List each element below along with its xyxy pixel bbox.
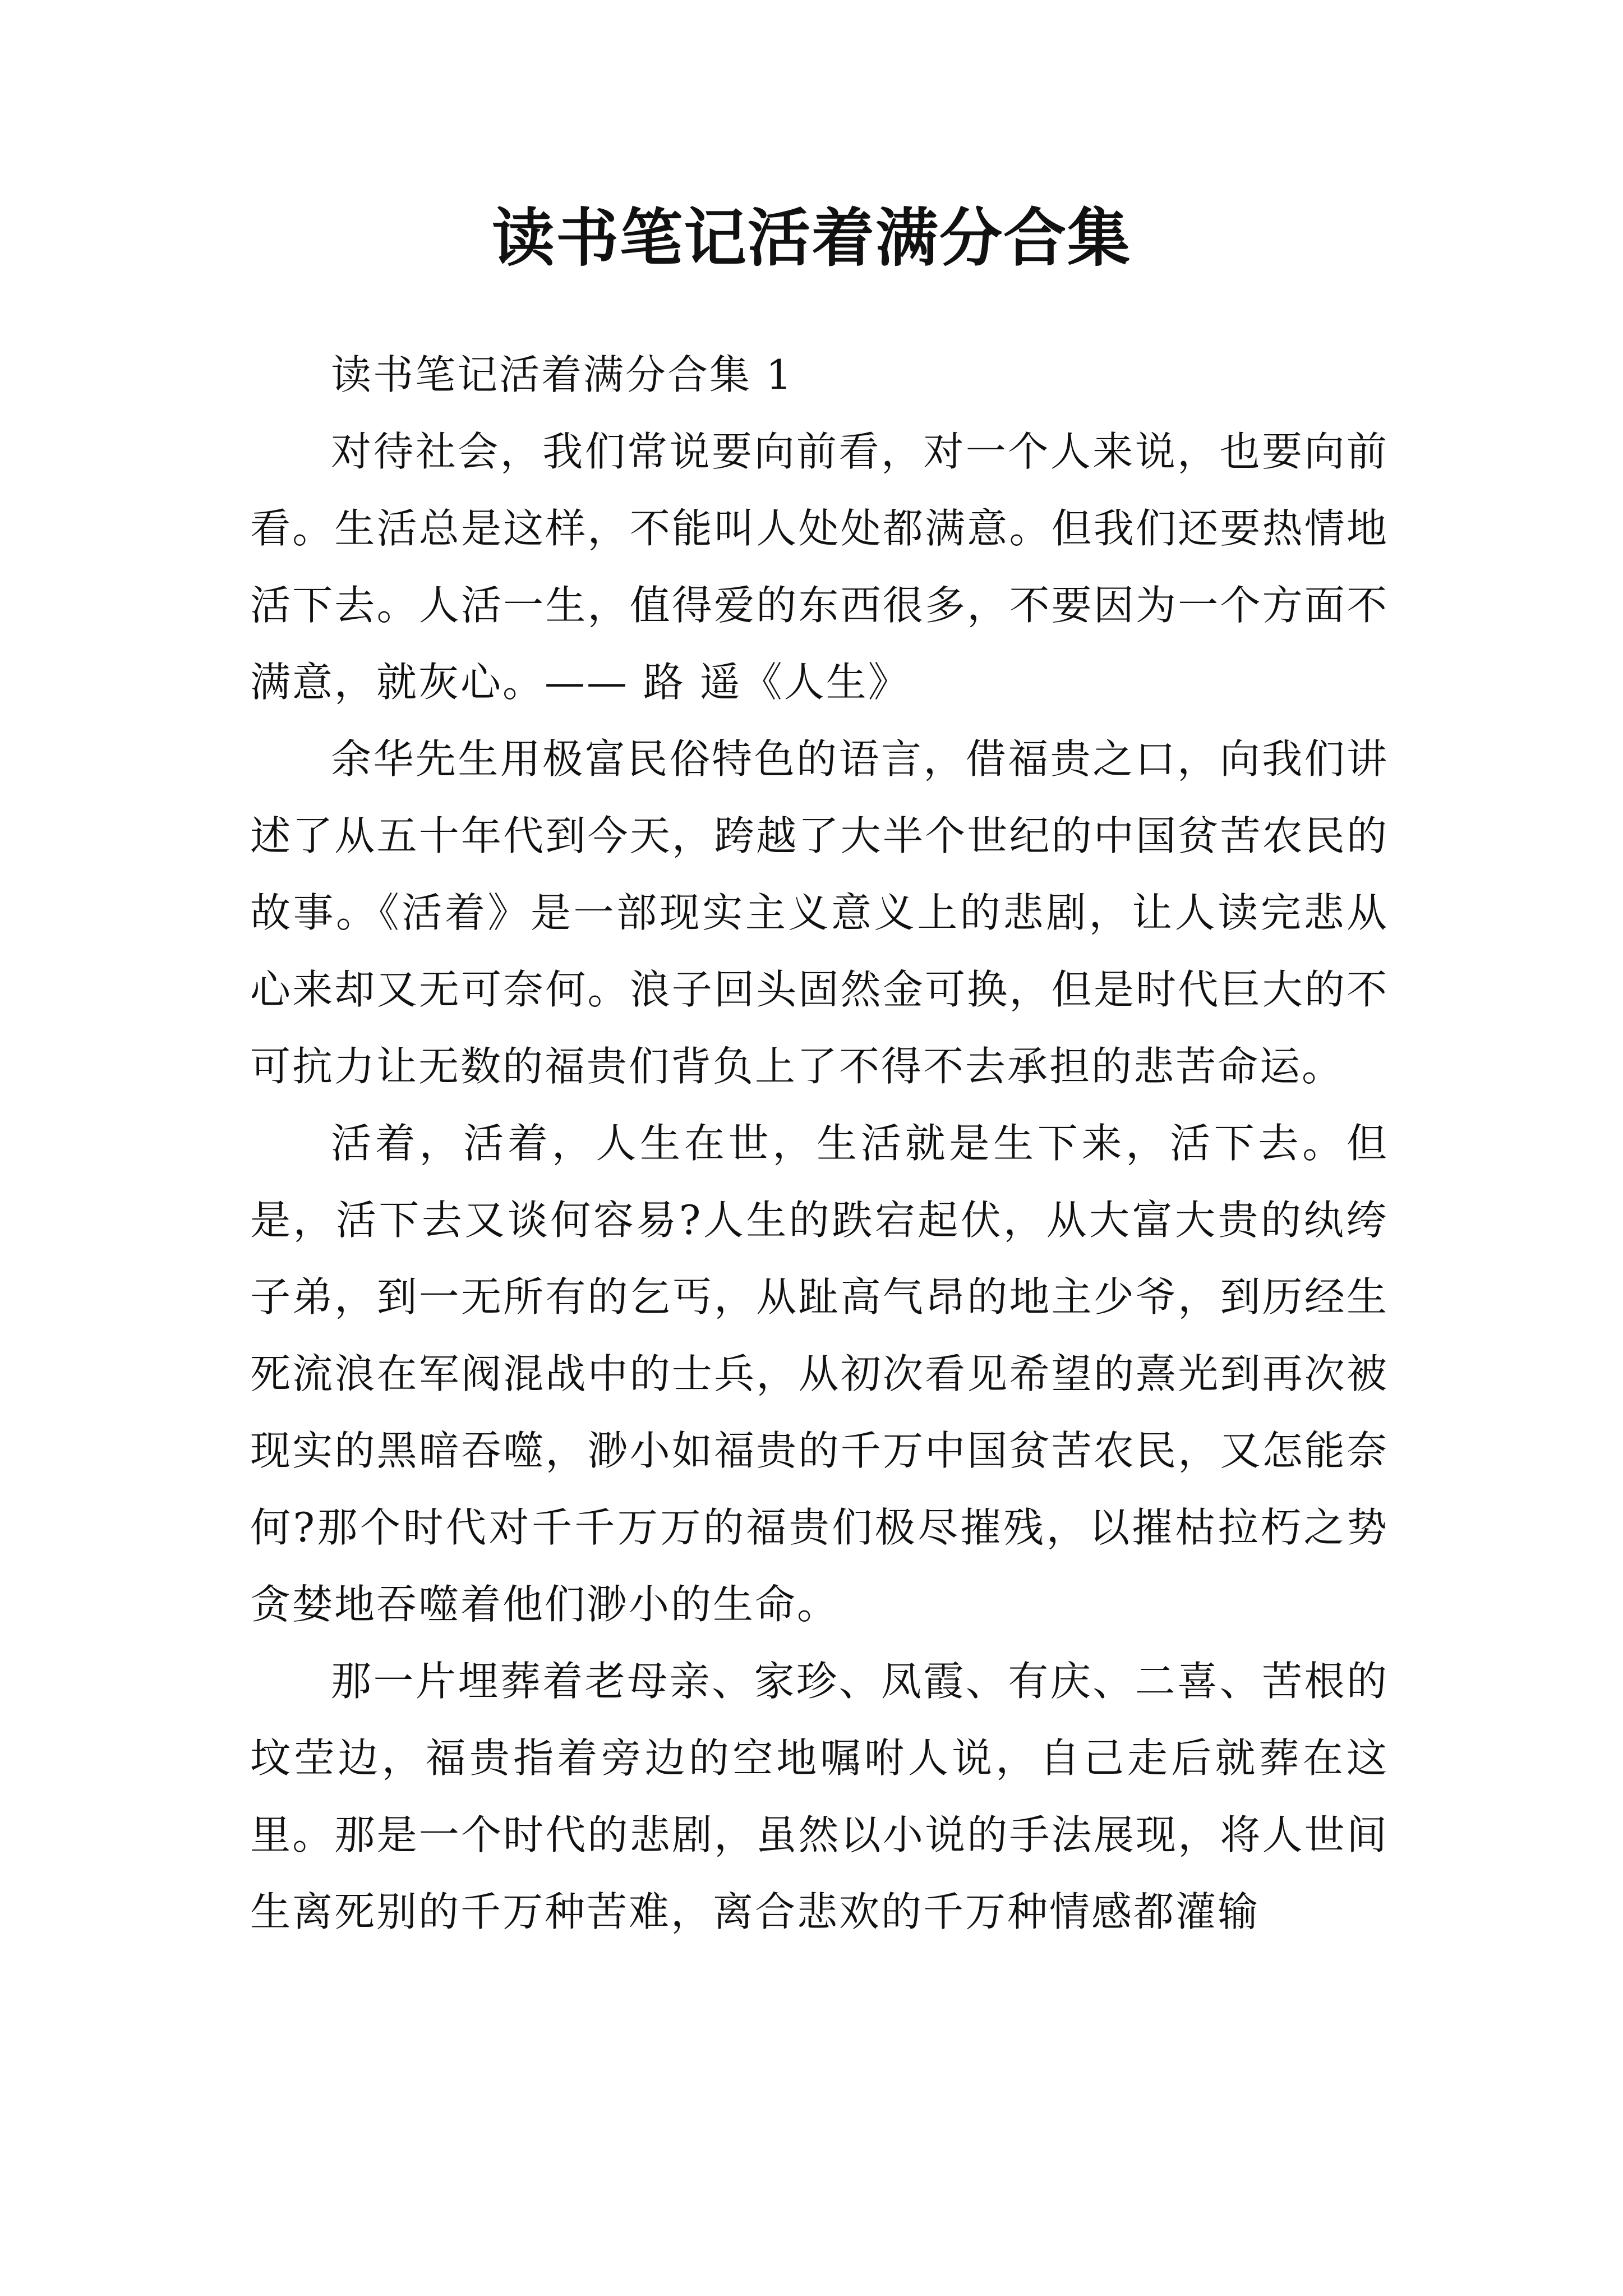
paragraph: 那一片埋葬着老母亲、家珍、凤霞、有庆、二喜、苦根的坟茔边，福贵指着旁边的空地嘱咐人说，自己走后就葬在这里。那是一个时代的悲剧，虽然以小说的手法展现，将人世间生离死别的千万种苦难，离合悲欢的千万种情感都灌输 [250,1658,1389,1935]
paragraph: 余华先生用极富民俗特色的语言，借福贵之口，向我们讲述了从五十年代到今天，跨越了大半个世纪的中国贫苦农民的故事。《活着》是一部现实主义意义上的悲剧，让人读完悲从心来却又无可奈何。浪子回头固然金可换，但是时代巨大的不可抗力让无数的福贵们背负上了不得不去承担的悲苦命运。 [250,735,1389,1090]
section-heading: 读书笔记活着满分合集 1 [331,351,794,398]
paragraph: 对待社会，我们常说要向前看，对一个人来说，也要向前看。生活总是这样，不能叫人处处都满意。但我们还要热情地活下去。人活一生，值得爱的东西很多，不要因为一个方面不满意，就灰心。—— 路 遥《人生》 [250,428,1389,706]
paragraph: 活着，活着，人生在世，生活就是生下来，活下去。但是，活下去又谈何容易?人生的跌宕起伏，从大富大贵的纨绔子弟，到一无所有的乞丐，从趾高气昂的地主少爷，到历经生死流浪在军阀混战中的士兵，从初次看见希望的熹光到再次被现实的黑暗吞噬，渺小如福贵的千万中国贫苦农民，又怎能奈何?那个时代对千千万万的福贵们极尽摧残，以摧枯拉朽之势贪婪地吞噬着他们渺小的生命。 [250,1120,1389,1628]
document-title: 读书笔记活着满分合集 [492,201,1131,275]
document-body [250,337,1389,1950]
